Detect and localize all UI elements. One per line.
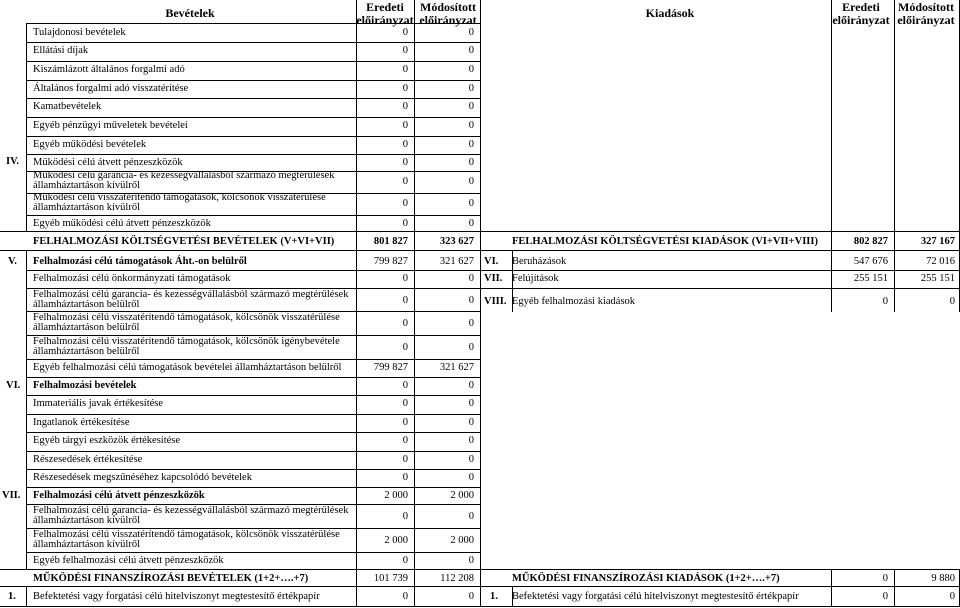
row-label: Felhalmozási célú visszatérítendő támogatások, kölcsönök igénybevétele [33, 336, 340, 347]
row-label: Egyéb felhalmozási célú támogatások bevételei államháztartáson belülről [33, 362, 342, 373]
row-divider [26, 23, 480, 24]
row-label: Működési célú átvett pénzeszközök [33, 157, 183, 168]
mod-value: 2 000 [450, 490, 474, 501]
row-label: Részesedések értékesítése [33, 454, 143, 465]
column-divider [26, 377, 27, 569]
row-label: Részesedések megszűnéséhez kapcsolódó bevételek [33, 472, 252, 483]
row-label: Egyéb felhalmozási kiadások [512, 296, 636, 307]
row-divider [480, 270, 960, 271]
mod-value: 72 016 [926, 256, 955, 267]
felh-total-left-label: FELHALMOZÁSI KÖLTSÉGVETÉSI BEVÉTELEK (V+VI+VII) [33, 236, 335, 247]
row-label: Működési célú visszatérítendő támogatások, kölcsönök visszatérülése [33, 192, 326, 203]
mod-value: 0 [468, 273, 474, 284]
mukodesi-fin-right-orig: 0 [882, 573, 888, 584]
row-label: Felhalmozási célú támogatások Áht.-on belülről [33, 256, 247, 267]
row-label-continued: államháztartáson belülről [33, 346, 140, 357]
mod-value: 0 [468, 398, 474, 409]
mukodesi-fin-left-mod: 112 208 [440, 573, 474, 584]
row-divider [26, 61, 480, 62]
orig-value: 0 [402, 45, 408, 56]
orig-value: 0 [402, 555, 408, 566]
row-divider [26, 469, 480, 470]
mukodesi-fin-right-mod: 9 880 [931, 573, 955, 584]
row-label: Befektetési vagy forgatási célú hitelviszonyt megtestesítő értékpapír [33, 591, 320, 602]
orig-value: 2 000 [384, 535, 408, 546]
orig-value: 0 [402, 176, 408, 187]
row-number: VI. [484, 256, 499, 267]
orig-value: 0 [402, 417, 408, 428]
column-divider [480, 586, 481, 606]
orig-value: 0 [882, 591, 888, 602]
mod-value: 0 [468, 198, 474, 209]
felh-total-left-mod: 323 627 [439, 236, 474, 247]
row-label-continued: államháztartáson kívülről [33, 180, 141, 191]
orig-value: 0 [402, 342, 408, 353]
row-divider [26, 451, 480, 452]
row-label: Felhalmozási célú visszatérítendő támogatások, kölcsönök visszatérülése [33, 529, 340, 540]
mod-value: 321 627 [439, 362, 474, 373]
row-label: Egyéb működési célú átvett pénzeszközök [33, 218, 211, 229]
mod-value: 321 627 [439, 256, 474, 267]
column-divider [480, 231, 481, 250]
row-number: 1. [490, 591, 498, 602]
row-divider [0, 606, 960, 607]
orig-value: 2 000 [384, 490, 408, 501]
mod-value: 0 [468, 157, 474, 168]
orig-value: 0 [402, 591, 408, 602]
column-divider [894, 0, 895, 231]
row-divider [26, 552, 480, 553]
row-divider [26, 42, 480, 43]
row-label: Kiszámlázott általános forgalmi adó [33, 64, 185, 75]
mod-value: 0 [468, 435, 474, 446]
row-label: Általános forgalmi adó visszatérítése [33, 83, 189, 94]
orig-value: 255 151 [853, 273, 888, 284]
orig-value: 0 [402, 454, 408, 465]
row-label: Ellátási díjak [33, 45, 89, 56]
row-label: Felhalmozási célú átvett pénzeszközök [33, 490, 205, 501]
left-mod-header: Módosított előirányzat [419, 0, 477, 27]
column-divider [480, 250, 481, 569]
mod-value: 0 [468, 101, 474, 112]
orig-value: 0 [402, 139, 408, 150]
orig-value: 0 [402, 157, 408, 168]
orig-value: 0 [402, 120, 408, 131]
mod-value: 0 [468, 120, 474, 131]
orig-value: 0 [402, 83, 408, 94]
mod-value: 0 [468, 295, 474, 306]
row-label: Egyéb pénzügyi műveletek bevételei [33, 120, 188, 131]
row-label: Kamatbevételek [33, 101, 102, 112]
row-label: Felhalmozási célú garancia- és kezességvállalásból származó megtérülések [33, 289, 349, 300]
orig-value: 547 676 [853, 256, 888, 267]
orig-value: 0 [402, 273, 408, 284]
orig-value: 799 827 [373, 256, 408, 267]
row-number: IV. [6, 156, 19, 167]
mod-value: 0 [468, 417, 474, 428]
row-label: Felhalmozási bevételek [33, 380, 137, 391]
column-divider [831, 0, 832, 231]
row-label-continued: államháztartáson kívülről [33, 202, 141, 213]
row-number: VI. [6, 380, 21, 391]
orig-value: 0 [402, 380, 408, 391]
mod-value: 0 [468, 64, 474, 75]
mod-value: 0 [949, 296, 955, 307]
orig-value: 799 827 [373, 362, 408, 373]
row-number: VII. [2, 490, 21, 501]
row-label: Egyéb felhalmozási célú átvett pénzeszközök [33, 555, 224, 566]
mod-value: 0 [468, 218, 474, 229]
mod-value: 0 [468, 591, 474, 602]
row-divider [26, 395, 480, 396]
column-divider [480, 0, 481, 231]
mod-value: 0 [468, 318, 474, 329]
mod-value: 0 [468, 380, 474, 391]
orig-value: 0 [402, 318, 408, 329]
row-label: Immateriális javak értékesítése [33, 398, 164, 409]
mod-value: 255 151 [920, 273, 955, 284]
row-label-continued: államháztartáson belülről [33, 322, 140, 333]
row-label: Egyéb tárgyi eszközök értékesítése [33, 435, 181, 446]
row-divider [26, 432, 480, 433]
orig-value: 0 [402, 295, 408, 306]
row-number: 1. [8, 591, 16, 602]
row-divider [26, 270, 480, 271]
row-divider [26, 80, 480, 81]
row-label: Felhalmozási célú visszatérítendő támogatások, kölcsönök visszatérülése [33, 312, 340, 323]
orig-value: 0 [402, 218, 408, 229]
row-divider [480, 288, 960, 289]
row-divider [26, 359, 480, 360]
right-orig-header: Eredeti előirányzat [832, 0, 890, 27]
left-orig-header: Eredeti előirányzat [356, 0, 414, 27]
orig-value: 0 [882, 296, 888, 307]
row-divider [26, 98, 480, 99]
row-label: Működési célú garancia- és kezességvállalásból származó megtérülések [33, 170, 335, 181]
orig-value: 0 [402, 435, 408, 446]
orig-value: 0 [402, 198, 408, 209]
orig-value: 0 [402, 472, 408, 483]
mukodesi-fin-left-label: MŰKÖDÉSI FINANSZÍROZÁSI BEVÉTELEK (1+2+….+7) [33, 573, 309, 584]
row-label-continued: államháztartáson belülről [33, 299, 140, 310]
left-title-header: Bevételek [165, 6, 215, 20]
mod-value: 0 [468, 83, 474, 94]
row-divider [26, 487, 480, 488]
row-number: VII. [484, 273, 503, 284]
mod-value: 0 [468, 342, 474, 353]
row-divider [26, 136, 480, 137]
orig-value: 0 [402, 398, 408, 409]
row-label-continued: államháztartáson kívülről [33, 539, 141, 550]
row-divider [26, 414, 480, 415]
row-divider [26, 215, 480, 216]
row-label: Felújítások [512, 273, 559, 284]
mod-value: 0 [468, 472, 474, 483]
orig-value: 0 [402, 64, 408, 75]
row-label: Ingatlanok értékesítése [33, 417, 130, 428]
orig-value: 0 [402, 511, 408, 522]
mod-value: 0 [949, 591, 955, 602]
row-label: Tulajdonosi bevételek [33, 27, 126, 38]
mod-value: 2 000 [450, 535, 474, 546]
mod-value: 0 [468, 139, 474, 150]
row-number: V. [8, 256, 17, 267]
felh-total-left-orig: 801 827 [373, 236, 408, 247]
row-divider [26, 154, 480, 155]
mukodesi-fin-left-orig: 101 739 [373, 573, 408, 584]
felh-total-right-orig: 802 827 [853, 236, 888, 247]
mod-value: 0 [468, 454, 474, 465]
felh-total-right-mod: 327 167 [920, 236, 955, 247]
right-title-header: Kiadások [645, 6, 695, 20]
row-label: Felhalmozási célú önkormányzati támogatások [33, 273, 231, 284]
column-divider [26, 23, 27, 231]
row-divider [26, 117, 480, 118]
mod-value: 0 [468, 45, 474, 56]
mod-value: 0 [468, 176, 474, 187]
row-label-continued: államháztartáson kívülről [33, 515, 141, 526]
row-divider [26, 377, 480, 378]
felh-total-right-label: FELHALMOZÁSI KÖLTSÉGVETÉSI KIADÁSOK (VI+VII+VIII) [512, 236, 818, 247]
mukodesi-fin-right-label: MŰKÖDÉSI FINANSZÍROZÁSI KIADÁSOK (1+2+….+7) [512, 573, 780, 584]
orig-value: 0 [402, 27, 408, 38]
right-mod-header: Módosított előirányzat [897, 0, 955, 27]
mod-value: 0 [468, 511, 474, 522]
row-label: Beruházások [512, 256, 567, 267]
mod-value: 0 [468, 27, 474, 38]
orig-value: 0 [402, 101, 408, 112]
row-label: Egyéb működési bevételek [33, 139, 147, 150]
row-label: Felhalmozási célú garancia- és kezességvállalásból származó megtérülések [33, 505, 349, 516]
column-divider [480, 569, 481, 586]
row-label: Befektetési vagy forgatási célú hitelviszonyt megtestesítő értékpapír [512, 591, 799, 602]
mod-value: 0 [468, 555, 474, 566]
row-number: VIII. [484, 296, 507, 307]
